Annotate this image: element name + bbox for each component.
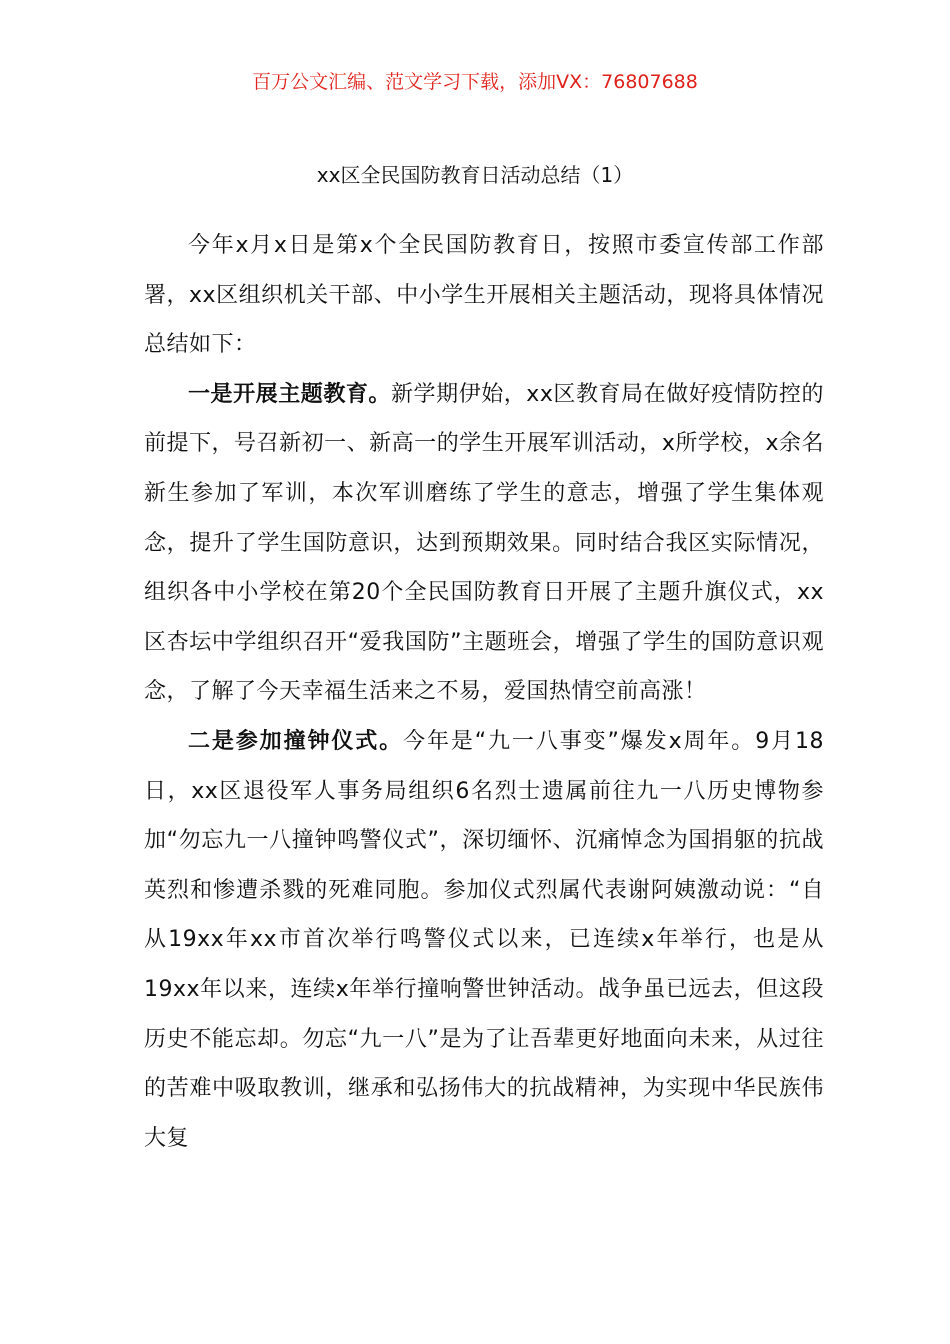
header-banner: 百万公文汇编、范文学习下载，添加VX：76807688 xyxy=(252,71,698,93)
paragraph-text: 今年是“九一八事变”爆发x周年。9月18日，xx区退役军人事务局组织6名烈士遗属前往九一八历史博物参加“勿忘九一八撞钟鸣警仪式”，深切缅怀、沉痛悼念为国捐躯的抗战英烈和惨遭杀戮的死难同胞。参加仪式烈属代表谢阿姨激动说：“自从19xx年xx市首次举行鸣警仪式以来，已连续x年举行，也是从19xx年以来，连续x年举行撞响警世钟活动。战争虽已远去，但这段历史不能忘却。勿忘“九一八”是为了让吾辈更好地面向未来，从过往的苦难中吸取教训，继承和弘扬伟大的抗战精神，为实现中华民族伟大复 xyxy=(144,728,824,1151)
document-body xyxy=(144,221,824,1163)
paragraph-intro xyxy=(144,221,824,370)
paragraph-theme-education xyxy=(144,370,824,717)
paragraph-bell-ceremony xyxy=(144,717,824,1163)
document-title: xx区全民国防教育日活动总结（1） xyxy=(316,163,634,187)
paragraph-text: 今年x月x日是第x个全民国防教育日，按照市委宣传部工作部署，xx区组织机关干部、中小学生开展相关主题活动，现将具体情况总结如下： xyxy=(144,233,824,358)
paragraph-lead: 一是开展主题教育。 xyxy=(188,381,391,407)
paragraph-text: 新学期伊始，xx区教育局在做好疫情防控的前提下，号召新初一、新高一的学生开展军训活动，x所学校，x余名新生参加了军训，本次军训磨练了学生的意志，增强了学生集体观念，提升了学生国防意识，达到预期效果。同时结合我区实际情况，组织各中小学校在第20个全民国防教育日开展了主题升旗仪式，xx区杏坛中学组织召开“爱我国防”主题班会，增强了学生的国防意识观念，了解了今天幸福生活来之不易，爱国热情空前高涨！ xyxy=(144,381,824,705)
paragraph-lead: 二是参加撞钟仪式。 xyxy=(188,728,404,754)
